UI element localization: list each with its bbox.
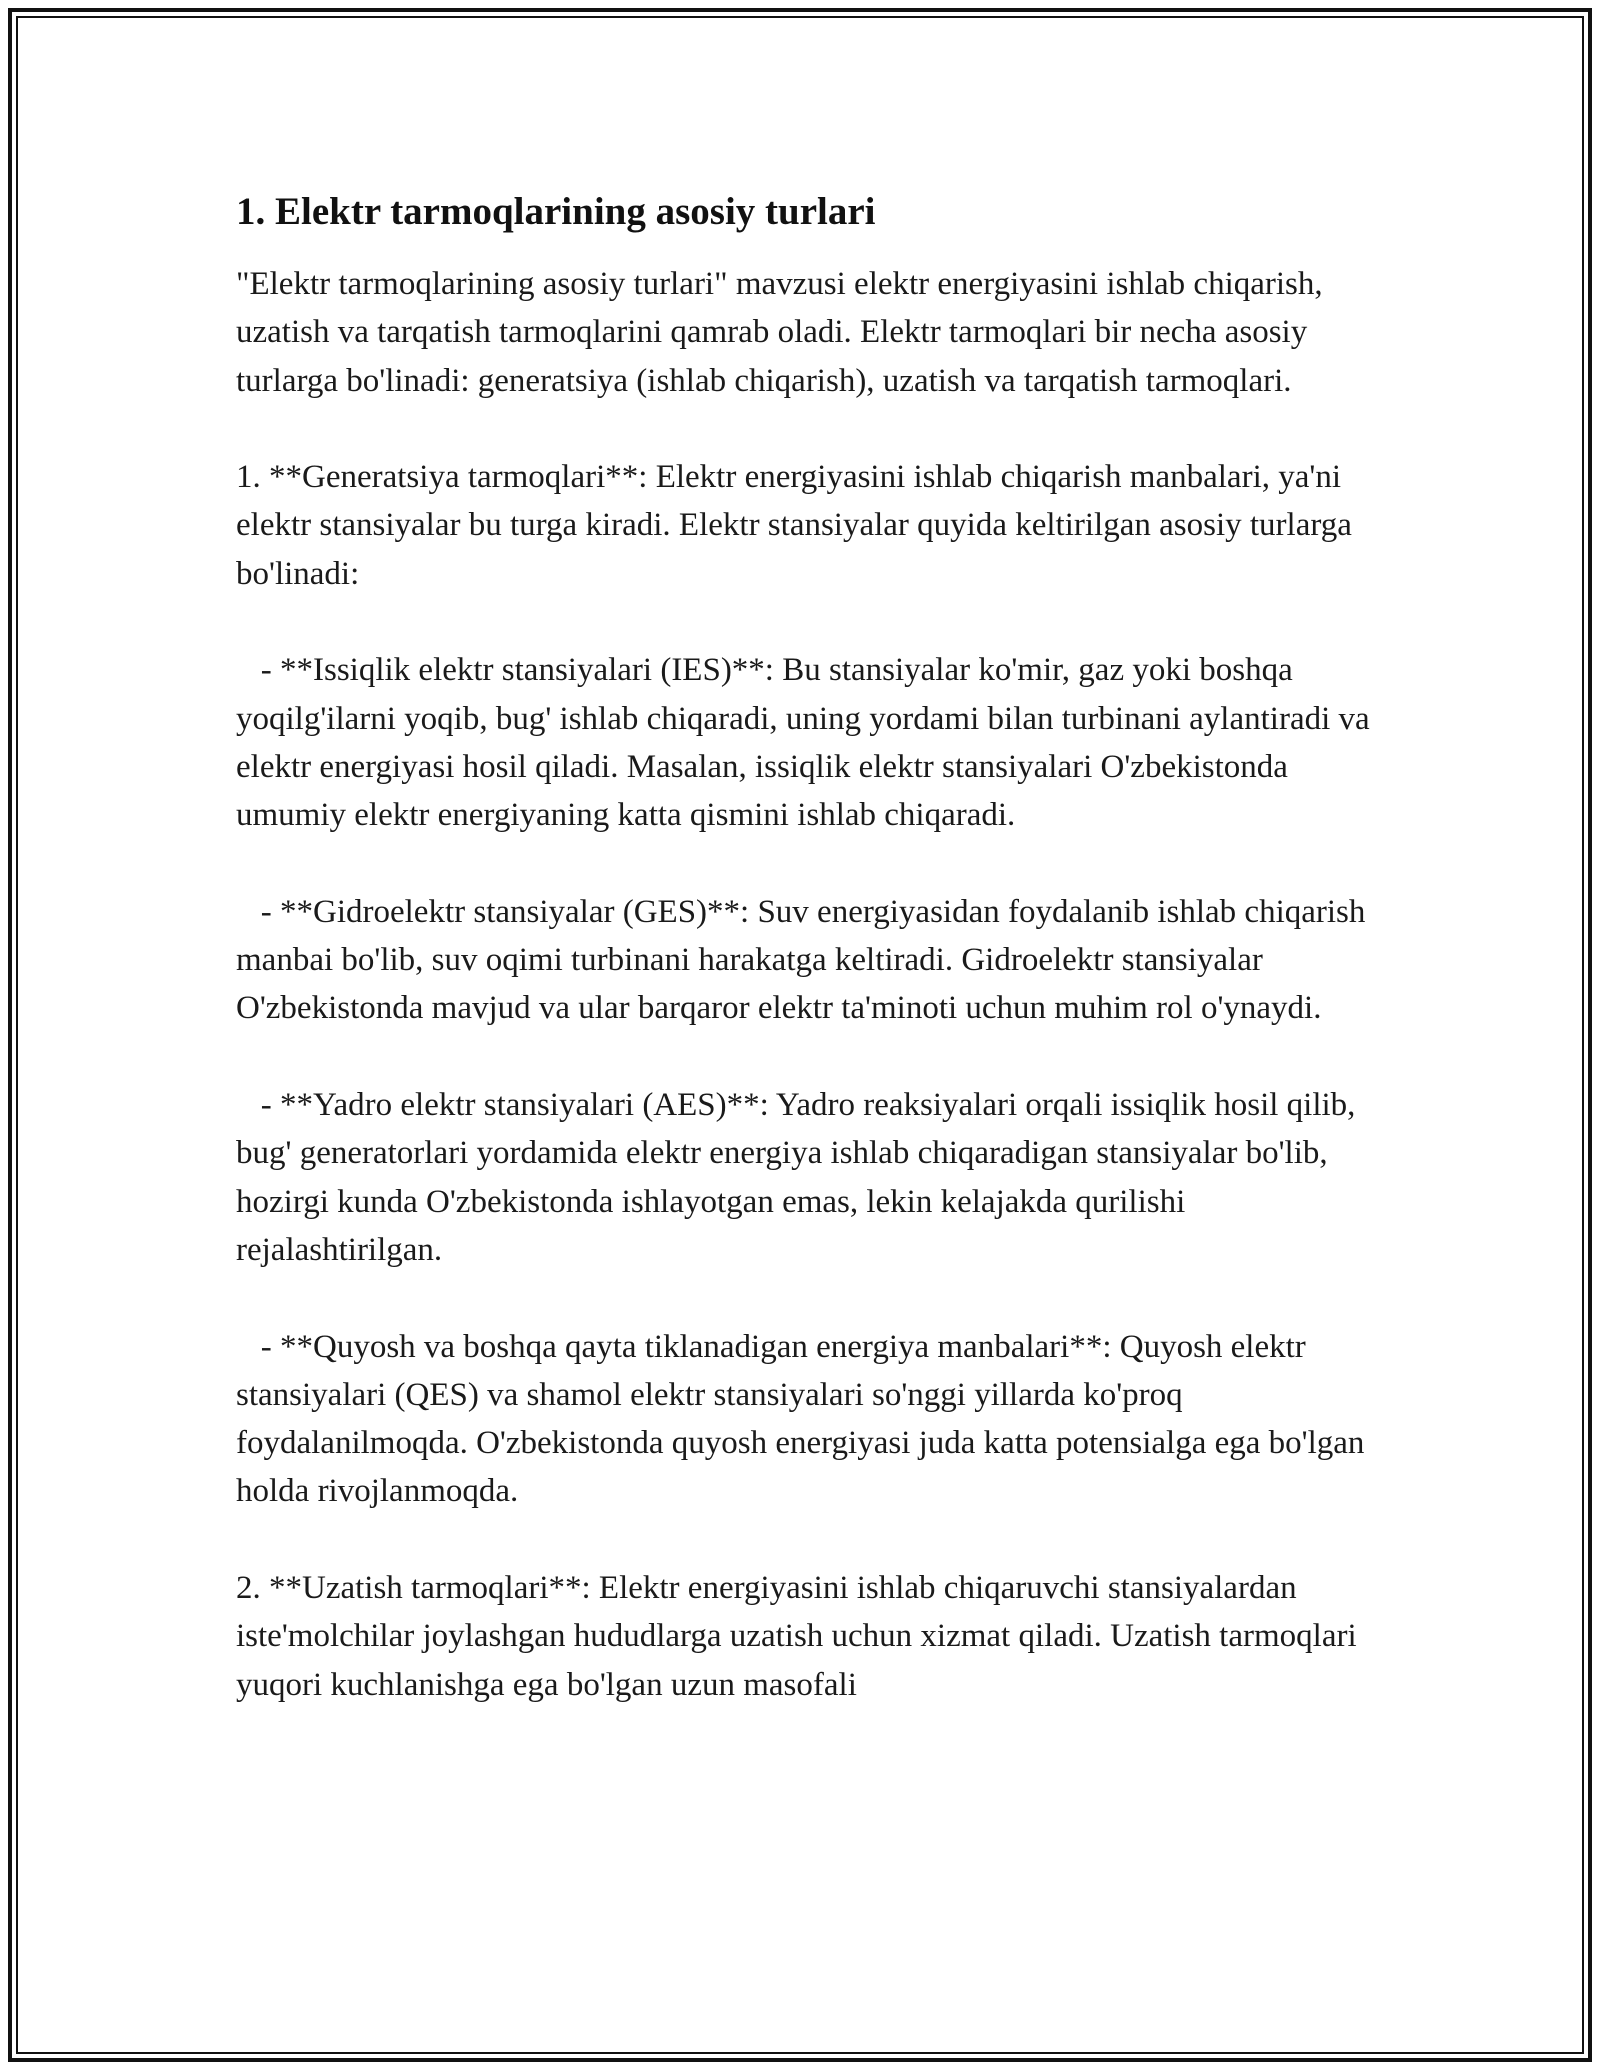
renewable-sources-item [236, 1323, 1376, 1516]
section-heading: 1. Elektr tarmoqlarining asosiy turlari [236, 190, 876, 233]
paragraph-gap [236, 1516, 1376, 1564]
nuclear-plants-item [236, 1081, 1376, 1274]
transmission-networks-paragraph: 2. **Uzatish tarmoqlari**: Elektr energiyasini ishlab chiqaruvchi stansiyalardan iste'molchilar joylashgan hududlarga uzatish uchun xizmat qiladi. Uzatish tarmoqlari yuqori kuchlanishga ega bo'lgan uzun masofali [236, 1570, 1357, 1703]
paragraph-gap [236, 1274, 1376, 1322]
document-body [236, 188, 1376, 1709]
list-indent [236, 1329, 261, 1365]
nuclear-plants-text: - **Yadro elektr stansiyalari (AES)**: Yadro reaksiyalari orqali issiqlik hosil qilib, bug' generatorlari yordamida elektr energiya ishlab chiqaradigan stansiyalar bo'lib, hozirgi kunda O'zbekistonda ishlayotgan emas, lekin kelajakda qurilishi rejalashtirilgan. [236, 1087, 1356, 1268]
list-indent [236, 652, 261, 688]
paragraph-gap [236, 1033, 1376, 1081]
generation-networks-paragraph: 1. **Generatsiya tarmoqlari**: Elektr energiyasini ishlab chiqarish manbalari, ya'ni elektr stansiyalar bu turga kiradi. Elektr stansiyalar quyida keltirilgan asosiy turlarga bo'linadi: [236, 459, 1352, 592]
renewable-sources-text: - **Quyosh va boshqa qayta tiklanadigan energiya manbalari**: Quyosh elektr stansiyalari (QES) va shamol elektr stansiyalari so'nggi yillarda ko'proq foydalanilmoqda. O'zbekistonda quyosh energiyasi juda katta potensialga ega bo'lgan holda rivojlanmoqda. [236, 1328, 1365, 1510]
thermal-plants-item [236, 646, 1376, 839]
hydro-plants-text: - **Gidroelektr stansiyalar (GES)**: Suv energiyasidan foydalanib ishlab chiqarish manbai bo'lib, suv oqimi turbinani harakatga keltiradi. Gidroelektr stansiyalar O'zbekistonda mavjud va ular barqaror elektr ta'minoti uchun muhim rol o'ynaydi. [236, 893, 1366, 1027]
hydro-plants-item [236, 888, 1376, 1033]
list-indent [236, 1087, 261, 1123]
paragraph-gap [236, 405, 1376, 453]
list-indent [236, 894, 261, 930]
paragraph-gap [236, 598, 1376, 646]
paragraph-gap [236, 840, 1376, 888]
intro-paragraph: "Elektr tarmoqlarining asosiy turlari" mavzusi elektr energiyasini ishlab chiqarish, uzatish va tarqatish tarmoqlarini qamrab oladi. Elektr tarmoqlari bir necha asosiy turlarga bo'linadi: generatsiya (ishlab chiqarish), uzatish va tarqatish tarmoqlari. [236, 266, 1323, 399]
thermal-plants-text: - **Issiqlik elektr stansiyalari (IES)**: Bu stansiyalar ko'mir, gaz yoki boshqa yoqilg'ilarni yoqib, bug' ishlab chiqaradi, uning yordami bilan turbinani aylantiradi va elektr energiyasi hosil qiladi. Masalan, issiqlik elektr stansiyalari O'zbekistonda umumiy elektr energiyaning katta qismini ishlab chiqaradi. [236, 652, 1370, 834]
